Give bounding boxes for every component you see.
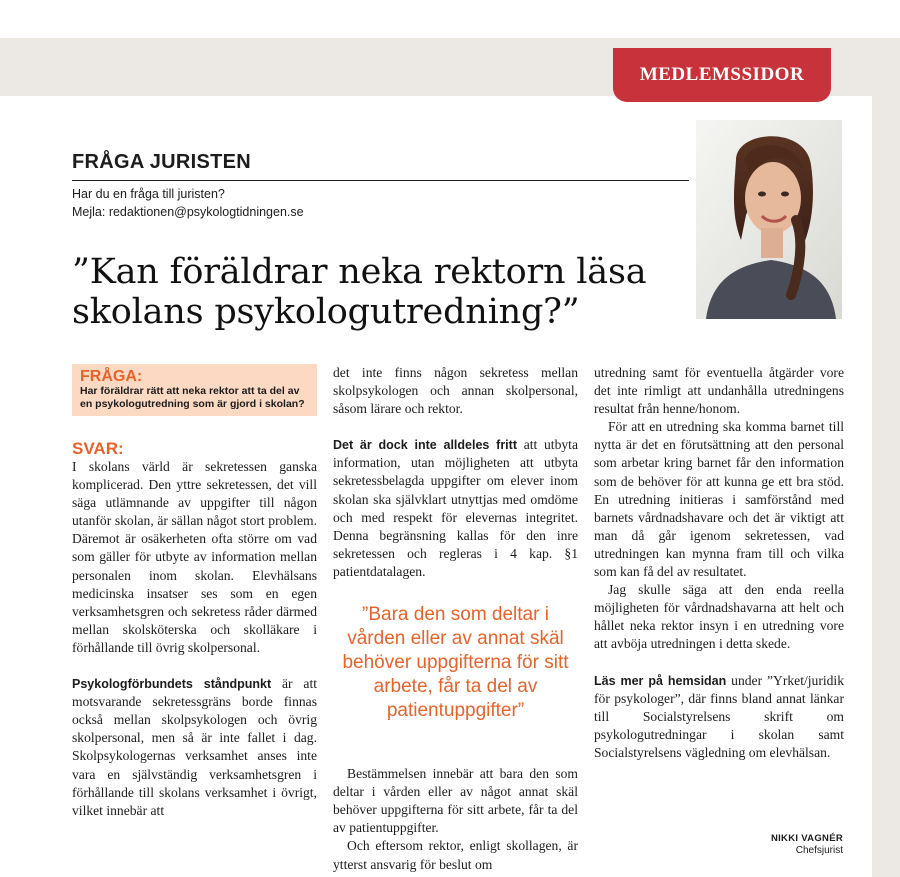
- paragraph-body: är att motsvarande sekretessgräns borde finnas också mellan skolpsykologen och övrig skolpersonal, men så är inte fallet i dag. Skolpsykologernas verksamhet anses inte vara en självständig verksamhetsgren i förhållande till skolans verksamhet i övrigt, vilket innebär att: [72, 676, 317, 818]
- column-1: [72, 364, 317, 838]
- answer-paragraph-5: Bestämmelsen innebär att bara den som deltar i vården eller av något annat skäl behöver uppgifterna för sitt arbete, får ta del av patientuppgifter.: [333, 766, 578, 836]
- intro-line-2: Mejla: redaktionen@psykologtidningen.se: [72, 205, 304, 219]
- side-band: [872, 96, 900, 877]
- pull-quote: ”Bara den som deltar i vården eller av annat skäl behöver uppgifterna för sitt arbete, får ta del av patientuppgifter”: [342, 604, 569, 722]
- answer-paragraph-2: [72, 675, 317, 820]
- question-box: [72, 364, 317, 416]
- section-tab: MEDLEMSSIDOR: [613, 48, 831, 102]
- author-photo: [696, 120, 842, 319]
- author-role: Chefsjurist: [795, 845, 843, 856]
- paragraph-body: att utbyta information, utan möjligheten att utbyta sekretessbelagda uppgifter om elever inom skolan ska självklart utnyttjas med omdöme och med respekt för elevernas integritet. Denna begränsning kallas för den inre sekretessen och regleras i 4 kap. §1 patientdatalagen.: [333, 437, 578, 579]
- column-3: [594, 364, 844, 780]
- author-byline: [700, 833, 843, 857]
- answer-paragraph-3: det inte finns någon sekretess mellan skolpsykologen och annan skolpersonal, såsom lärare och rektor.: [333, 365, 578, 417]
- paragraph-lead: Det är dock inte alldeles fritt: [333, 438, 517, 453]
- article-headline: ”Kan föräldrar neka rektorn läsa skolans psykologutredning?”: [72, 252, 647, 332]
- section-intro: [72, 185, 304, 221]
- answer-paragraph-8: För att en utredning ska komma barnet till nytta är det en förutsättning att den personal som arbetar kring barnet får den information som de behöver för att kunna ge ett bra stöd. En utredning initieras i samförstånd med barnets vårdnadshavare och det är viktigt att man då går igenom sekretessen, vad utredningen kan mynna fram till och vilka som kan få del av resultatet.: [594, 419, 844, 580]
- answer-paragraph-9: Jag skulle säga att den enda reella möjligheten för vårdnadshavarna att helt och hållet neka rektor insyn i en utredning vore att avböja utredningen i detta skede.: [594, 582, 844, 652]
- answer-paragraph-10: [594, 672, 844, 762]
- title-rule: [72, 180, 689, 181]
- answer-paragraph-6: Och eftersom rektor, enligt skollagen, är ytterst ansvarig för beslut om: [333, 838, 578, 872]
- paragraph-lead: Psykologförbundets ståndpunkt: [72, 677, 272, 692]
- question-text: Har föräldrar rätt att neka rektor att ta del av en psykologutredning som är gjord i skolan?: [80, 385, 305, 410]
- column-2: [333, 364, 578, 874]
- answer-paragraph-4: [333, 436, 578, 581]
- question-label: FRÅGA:: [80, 368, 143, 385]
- paragraph-lead: Läs mer på hemsidan: [594, 673, 727, 688]
- answer-paragraph-1: I skolans värld är sekretessen ganska komplicerad. Den yttre sekretessen, det vill säga utlämnande av uppgifter till någon utanför skolan, är sällan något stort problem. Däremot är osäkerheten ofta större om vad som gäller för utbyte av information mellan personalen inom skolan. Elevhälsans medicinska insatser ses som en egen verksamhetsgren och sekretess råder därmed mellan skolsköterska och skolläkare i förhållande till övrig skolpersonal.: [72, 459, 317, 655]
- section-title: FRÅGA JURISTEN: [72, 151, 252, 173]
- answer-paragraph-7: utredning samt för eventuella åtgärder vore det inte rimligt att undanhålla utredningens resultat från henne/honom.: [594, 365, 844, 417]
- author-name: NIKKI VAGNÉR: [770, 833, 843, 844]
- intro-line-1: Har du en fråga till juristen?: [72, 187, 225, 201]
- portrait-illustration: [696, 120, 842, 319]
- paragraph-body: under ”Yrket/juridik för psykologer”, där finns bland annat länkar till Socialstyrelsens skrift om psykologutredningar i skolan samt Socialstyrelsens vägledning om elevhälsan.: [594, 672, 845, 760]
- answer-label: SVAR:: [72, 439, 124, 458]
